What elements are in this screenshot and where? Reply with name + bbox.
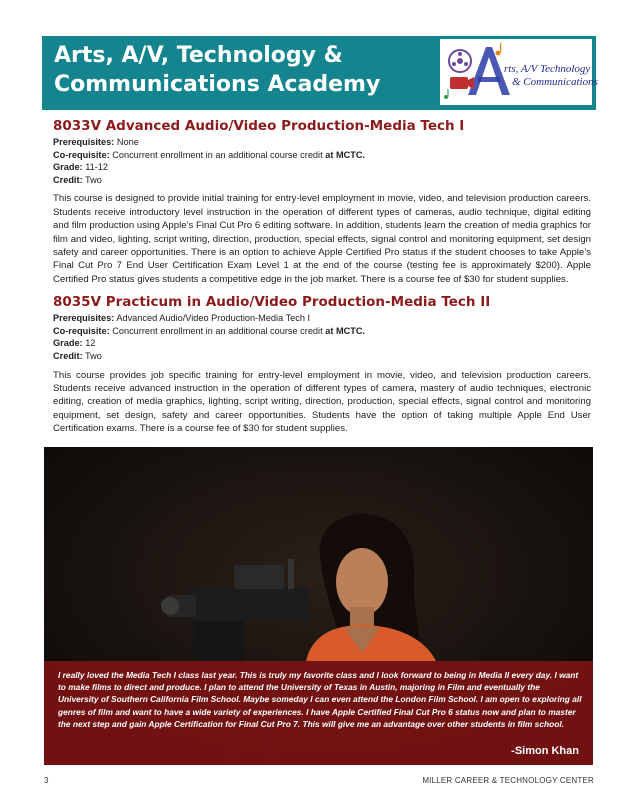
course-corequisite: [53, 149, 591, 162]
course-title: 8035V Practicum in Audio/Video Production-Media Tech II: [53, 294, 491, 311]
student-photo: [44, 447, 593, 765]
course-listing: [53, 118, 591, 436]
grade-label: Grade:: [53, 162, 83, 173]
grade-value: 12: [85, 338, 96, 349]
grade-label: Grade:: [53, 338, 83, 349]
course-title: 8033V Advanced Audio/Video Production-Media Tech I: [53, 118, 465, 134]
coreq-label: Co-requisite:: [53, 325, 110, 336]
testimonial-quote: I really loved the Media Tech I class last year. This is truly my favorite class and I look forward to being in Media II every day. I want to make films to direct and produce. I plan to attend the University of Texas in Austin, majoring in Film and eventually the University of Southern California Film School. Maybe someday I can even attend the London Film School. I am open to exploring all genres of film and want to have a wide variety of experiences. I have Apple Certified Final Cut Pro 6 status now and plan to master the next step and gain Apple Certification for Final Cut Pro 7. This will give me an advantage over other students in film school.: [58, 670, 582, 729]
prereq-value: Advanced Audio/Video Production-Media Tech I: [116, 313, 311, 324]
prereq-label: Prerequisites:: [53, 313, 115, 324]
course-prerequisites: [53, 136, 591, 149]
footer-organization: MILLER CAREER & TECHNOLOGY CENTER: [422, 776, 594, 785]
grade-value: 11-12: [85, 162, 109, 173]
academy-title: Arts, A/V, Technology & Communications Academy: [54, 43, 381, 97]
course-block: [53, 118, 591, 286]
testimonial-band: [44, 661, 593, 765]
course-corequisite: [53, 325, 591, 338]
course-credit: [53, 350, 591, 363]
coreq-location: at MCTC.: [325, 149, 366, 160]
page-number: 3: [44, 776, 49, 785]
credit-label: Credit:: [53, 174, 83, 185]
logo-text-line-1: rts, A/V Technology: [504, 63, 591, 75]
coreq-label: Co-requisite:: [53, 149, 110, 160]
coreq-value: Concurrent enrollment in an additional course credit: [112, 325, 323, 336]
logo-text-line-2: & Communications: [512, 76, 598, 88]
credit-value: Two: [85, 351, 102, 361]
coreq-location: at MCTC.: [325, 325, 366, 336]
course-credit: [53, 174, 591, 187]
credit-label: Credit:: [53, 351, 83, 361]
academy-logo: [440, 39, 598, 105]
testimonial-author: -Simon Khan: [511, 745, 579, 757]
course-grade: [53, 337, 591, 350]
course-block: [53, 294, 591, 435]
prereq-value: None: [116, 137, 139, 147]
credit-value: Two: [85, 174, 102, 185]
course-grade: [53, 161, 591, 174]
page-header: [42, 36, 596, 110]
prereq-label: Prerequisites:: [53, 137, 115, 147]
course-prerequisites: [53, 312, 591, 325]
course-description: This course is designed to provide initial training for entry-level employment in movie, video, and television production careers. Students receive introductory level instruction in the operation of different types of cameras, audio technique, digital editing and film production using Apple’s Final Cut Pro 6 editing software. In addition, students learn the creation of media graphics for film and video, lighting, script writing, direction, production, special effects, signal control and monitoring equipment, set design safety and career opportunities. There is an option to achieve Apple Certified Pro status if the student chooses to take Apple’s Final Cut Pro 7 End User Certification Exam Level 1 at the end of the course (testing fee is approximately $200). Apple Certified Pro status gives students a competitive edge in the job market. There is a course fee of $30 for student supplies.: [53, 193, 591, 285]
course-description: This course provides job specific training for entry-level employment in movie, video, and television production careers. Students receive advanced instruction in the operation of different types of camera, mastery of audio techniques, electronic editing, creation of media graphics, lighting, script writing, direction, production, special effects, signal control and monitoring equipment, set design, safety and career opportunities. Students have the option of taking multiple Apple End User Certification exams. There is a course fee of $30 for student supplies.: [53, 369, 591, 435]
coreq-value: Concurrent enrollment in an additional course credit: [112, 149, 323, 160]
